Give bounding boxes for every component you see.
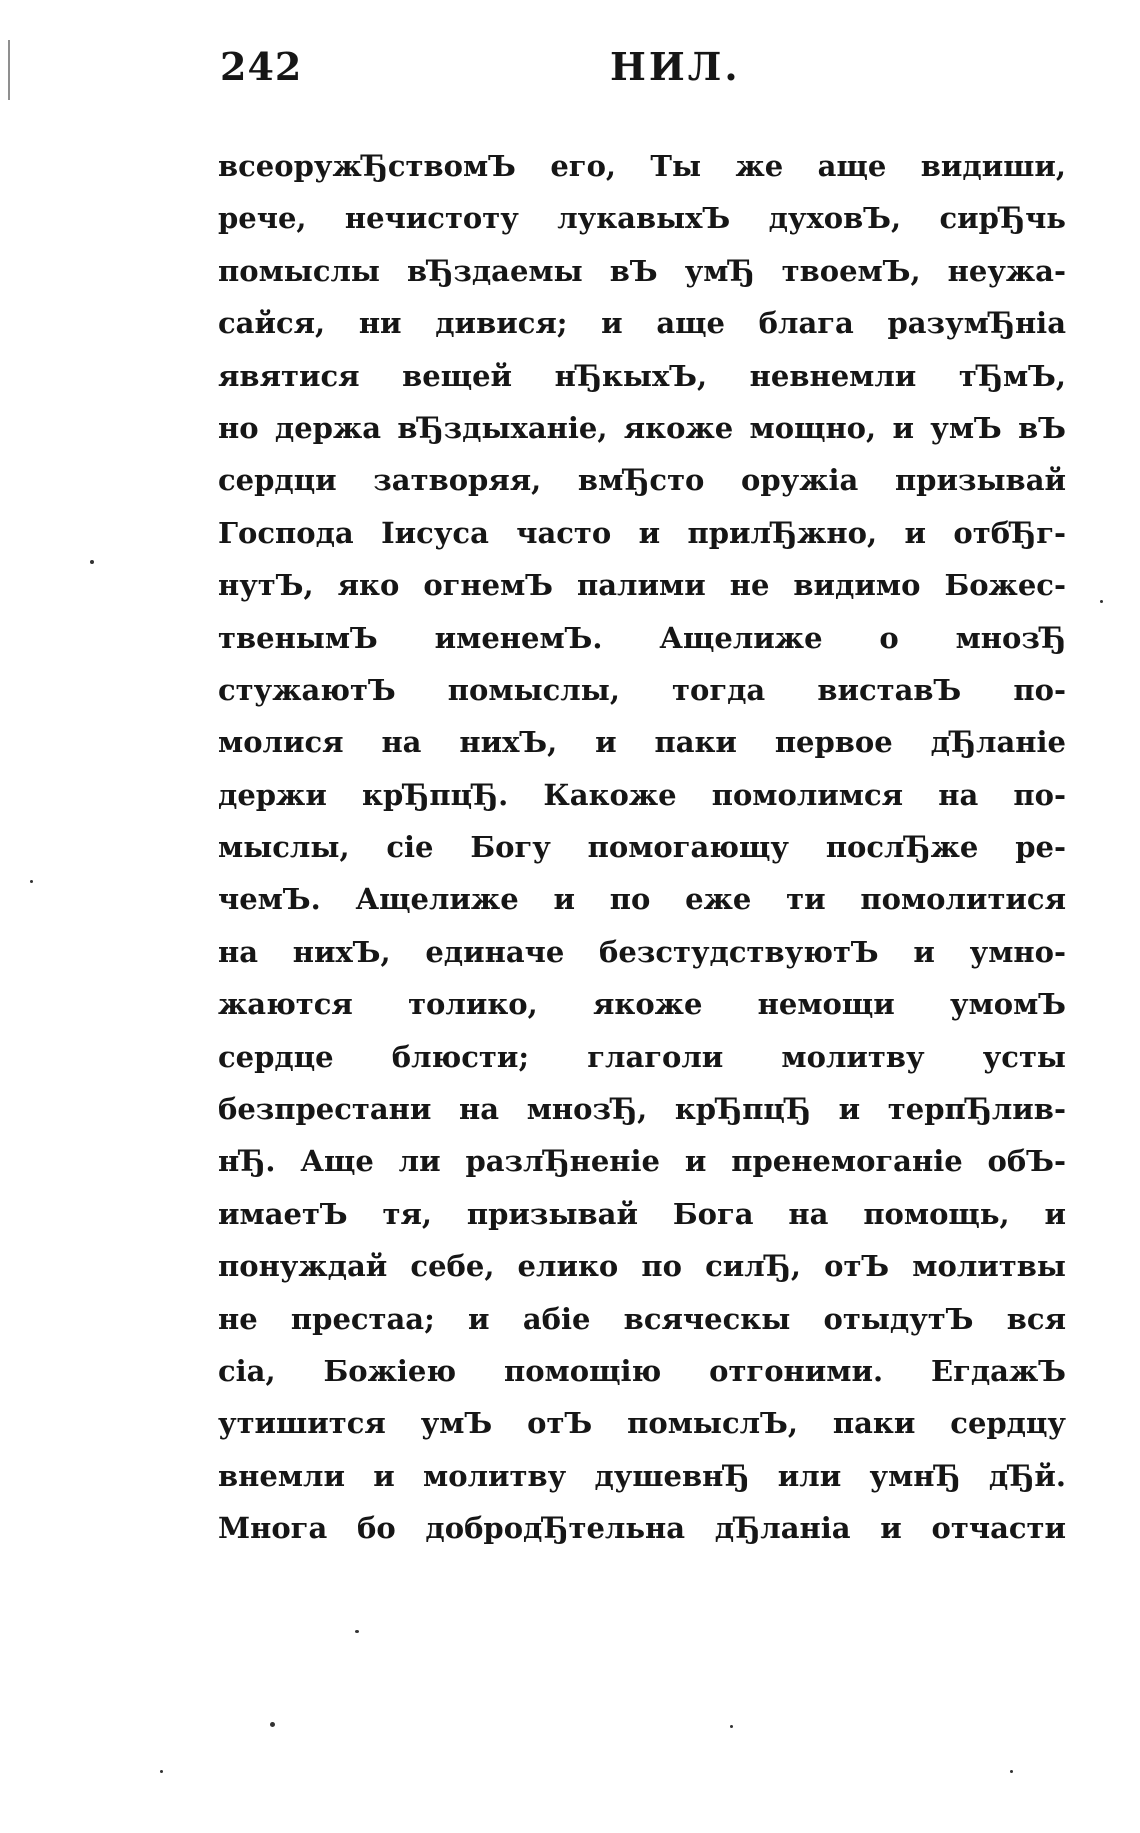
body-text <box>218 140 1066 1555</box>
text-line: безпрестани на мнозЂ, крЂпцЂ и терпЂлив- <box>218 1092 1066 1127</box>
scan-speck <box>730 1725 733 1728</box>
text-line: всеоружЂствомЪ его, Ты же аще видиши, <box>218 149 1066 183</box>
text-line: чемЪ. Ащелиже и по еже ти помолитися <box>218 882 1066 917</box>
text-line: рече, нечистоту лукавыхЪ духовЪ, сирЂчь <box>218 201 1066 236</box>
text-line: понуждай себе, елико по силЂ, отЪ молитвы <box>218 1249 1066 1284</box>
scan-speck <box>30 880 33 883</box>
text-line: стужаютЪ помыслы, тогда виставЪ по- <box>218 672 1066 707</box>
scan-speck <box>1010 1770 1013 1773</box>
text-line: не престаа; и абіе всяческы отыдутЪ вся <box>218 1301 1066 1336</box>
running-head: НИЛ. <box>610 44 741 89</box>
text-line: явятися вещей нЂкыхЪ, невнемли тЂмЪ, <box>218 358 1066 393</box>
text-line: нЂ. Аще ли разлЂненіе и пренемоганіе обЪ- <box>218 1144 1066 1179</box>
scan-speck <box>160 1770 163 1773</box>
text-line: нутЪ, яко огнемЪ палими не видимо Божес- <box>218 568 1066 603</box>
text-line: держи крЂпцЂ. Какоже помолимся на по- <box>218 777 1066 812</box>
text-line: жаются толико, якоже немощи умомЪ <box>218 987 1066 1022</box>
text-line: сайся, ни дивися; и аще блага разумЂніа <box>218 306 1066 341</box>
text-line: утишится умЪ отЪ помыслЪ, паки сердцу <box>218 1406 1066 1441</box>
text-line: Господа Іисуса часто и прилЂжно, и отбЂг- <box>218 515 1066 550</box>
scan-speck <box>270 1722 275 1727</box>
text-line: молися на нихЪ, и паки первое дЂланіе <box>218 725 1066 760</box>
text-line: твенымЪ именемЪ. Ащелиже о мнозЂ <box>218 620 1066 655</box>
text-line: мыслы, сіе Богу помогающу послЂже ре- <box>218 830 1066 865</box>
text-line: сердци затворяя, вмЂсто оружіа призывай <box>218 463 1066 498</box>
scan-speck <box>355 1630 359 1633</box>
page-header <box>0 44 1140 104</box>
scan-speck <box>1100 600 1103 603</box>
text-line: Многа бо добродЂтельна дЂланіа и отчасти <box>218 1511 1066 1546</box>
text-line: но держа вЂздыханіе, якоже мощно, и умЪ вЪ <box>218 410 1066 445</box>
text-line: на нихЪ, единаче безстудствуютЪ и умно- <box>218 934 1066 969</box>
text-line: помыслы вЂздаемы вЪ умЂ твоемЪ, неужа- <box>218 253 1066 288</box>
scan-speck <box>90 560 94 564</box>
text-line: сіа, Божіею помощію отгоними. ЕгдажЪ <box>218 1353 1066 1388</box>
page-number: 242 <box>220 44 303 89</box>
text-line: сердце блюсти; глаголи молитву усты <box>218 1039 1066 1074</box>
text-line: имаетЪ тя, призывай Бога на помощь, и <box>218 1196 1066 1231</box>
text-line: внемли и молитву душевнЂ или умнЂ дЂй. <box>218 1458 1066 1493</box>
